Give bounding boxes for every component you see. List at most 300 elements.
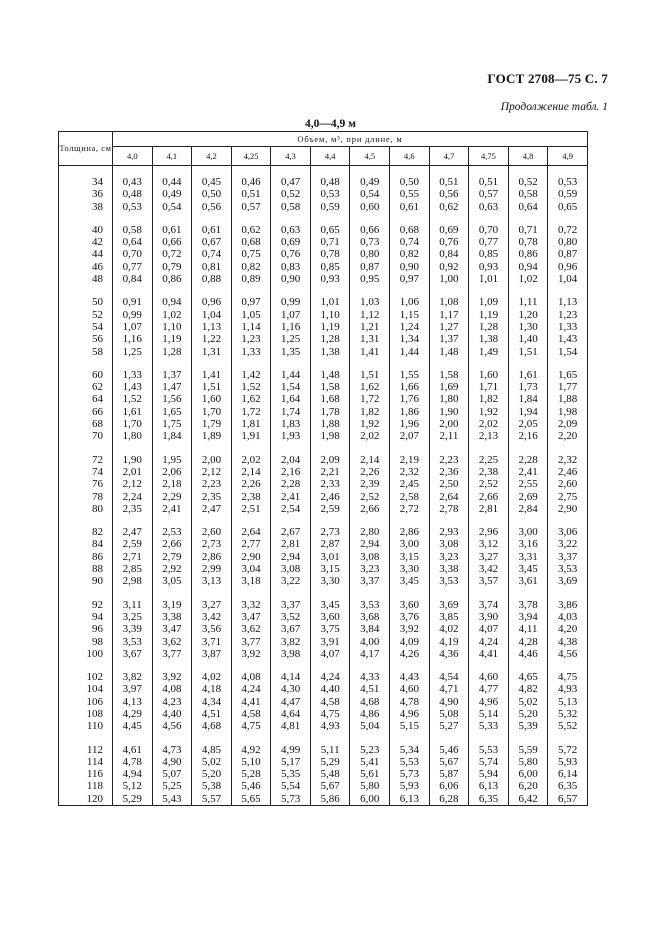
volume-cell: 2,26: [231, 478, 271, 490]
volume-cell: 2,96: [469, 515, 509, 538]
volume-cell: 1,13: [192, 321, 232, 333]
volume-cell: 0,53: [548, 166, 588, 189]
volume-cell: 5,14: [469, 708, 509, 720]
volume-cell: 5,93: [548, 756, 588, 768]
volume-cell: 4,45: [113, 720, 153, 732]
volume-cell: 1,70: [113, 418, 153, 430]
volume-cell: 1,65: [152, 406, 192, 418]
volume-cell: 4,23: [152, 696, 192, 708]
volume-cell: 1,71: [469, 381, 509, 393]
volume-cell: 3,45: [390, 575, 430, 587]
volume-cell: 3,61: [508, 575, 548, 587]
volume-cell: 2,12: [113, 478, 153, 490]
volume-cell: 5,73: [390, 768, 430, 780]
volume-cell: 3,85: [429, 611, 469, 623]
thickness-cell: 62: [59, 381, 113, 393]
volume-cell: 1,41: [350, 346, 390, 358]
volume-cell: 6,00: [508, 768, 548, 780]
volume-cell: 0,65: [310, 213, 350, 236]
volume-cell: 1,68: [310, 393, 350, 405]
volume-cell: 0,74: [390, 236, 430, 248]
volume-cell: 3,30: [310, 575, 350, 587]
volume-cell: 3,52: [271, 611, 311, 623]
volume-cell: 4,14: [271, 660, 311, 683]
volume-cell: 2,14: [350, 443, 390, 466]
length-header-cell: 4,7: [429, 147, 469, 166]
thickness-cell: 74: [59, 466, 113, 478]
volume-cell: 0,62: [429, 201, 469, 213]
volume-cell: 0,72: [548, 213, 588, 236]
volume-cell: 2,29: [152, 491, 192, 503]
volume-cell: 1,80: [429, 393, 469, 405]
volume-cell: 4,34: [192, 696, 232, 708]
volume-cell: 3,32: [231, 588, 271, 611]
volume-cell: 2,32: [390, 466, 430, 478]
volume-cell: 0,70: [469, 213, 509, 236]
table-row: [59, 636, 588, 648]
thickness-cell: 90: [59, 575, 113, 587]
volume-cell: 2,21: [310, 466, 350, 478]
volume-cell: 0,79: [152, 261, 192, 273]
volume-cell: 2,77: [231, 538, 271, 550]
volume-cell: 0,77: [113, 261, 153, 273]
table-row: [59, 346, 588, 358]
volume-cell: 4,00: [350, 636, 390, 648]
volume-cell: 5,86: [310, 793, 350, 806]
volume-cell: 6,35: [469, 793, 509, 806]
volume-cell: 5,59: [508, 733, 548, 756]
volume-cell: 2,41: [508, 466, 548, 478]
volume-cell: 1,19: [310, 321, 350, 333]
volume-cell: 1,62: [350, 381, 390, 393]
volume-cell: 2,32: [548, 443, 588, 466]
volume-cell: 4,75: [231, 720, 271, 732]
volume-cell: 5,20: [508, 708, 548, 720]
volume-cell: 1,25: [271, 333, 311, 345]
volume-cell: 1,09: [469, 285, 509, 308]
volume-cell: 2,28: [271, 478, 311, 490]
table-row: [59, 683, 588, 695]
volume-cell: 5,39: [508, 720, 548, 732]
volume-cell: 4,07: [469, 623, 509, 635]
volume-cell: 2,25: [469, 443, 509, 466]
volume-cell: 3,38: [152, 611, 192, 623]
table-row: [59, 756, 588, 768]
table-row: [59, 611, 588, 623]
volume-cell: 5,08: [429, 708, 469, 720]
volume-cell: 4,96: [469, 696, 509, 708]
volume-cell: 5,74: [469, 756, 509, 768]
volume-cell: 0,82: [231, 261, 271, 273]
volume-cell: 4,40: [152, 708, 192, 720]
volume-cell: 1,94: [508, 406, 548, 418]
table-row: [59, 285, 588, 308]
table-row: [59, 248, 588, 260]
volume-cell: 4,03: [548, 611, 588, 623]
volume-cell: 5,28: [231, 768, 271, 780]
volume-cell: 3,05: [152, 575, 192, 587]
volume-cell: 1,02: [508, 273, 548, 285]
volume-cell: 3,90: [469, 611, 509, 623]
table-row: [59, 720, 588, 732]
volume-cell: 1,07: [271, 309, 311, 321]
volume-cell: 0,66: [350, 213, 390, 236]
volume-cell: 2,11: [429, 430, 469, 442]
volume-cell: 2,71: [113, 551, 153, 563]
volume-cell: 4,60: [469, 660, 509, 683]
volume-cell: 0,70: [113, 248, 153, 260]
volume-cell: 1,14: [231, 321, 271, 333]
volume-cell: 0,78: [508, 236, 548, 248]
volume-cell: 3,76: [390, 611, 430, 623]
volume-cell: 1,61: [113, 406, 153, 418]
volume-cell: 5,25: [152, 780, 192, 792]
volume-cell: 5,02: [508, 696, 548, 708]
volume-cell: 1,25: [113, 346, 153, 358]
volume-cell: 4,51: [350, 683, 390, 695]
volume-cell: 1,82: [469, 393, 509, 405]
volume-cell: 2,90: [548, 503, 588, 515]
volume-cell: 2,80: [350, 515, 390, 538]
volume-cell: 1,95: [152, 443, 192, 466]
volume-cell: 2,50: [429, 478, 469, 490]
thickness-cell: 104: [59, 683, 113, 695]
volume-cell: 2,51: [231, 503, 271, 515]
volume-cell: 1,92: [469, 406, 509, 418]
volume-cell: 3,22: [271, 575, 311, 587]
volume-cell: 2,81: [469, 503, 509, 515]
thickness-cell: 102: [59, 660, 113, 683]
volume-cell: 1,98: [548, 406, 588, 418]
volume-cell: 1,37: [152, 358, 192, 381]
volume-cell: 1,10: [152, 321, 192, 333]
volume-cell: 5,23: [350, 733, 390, 756]
volume-cell: 0,49: [350, 166, 390, 189]
volume-cell: 1,78: [310, 406, 350, 418]
volume-cell: 4,26: [390, 648, 430, 660]
volume-cell: 5,07: [152, 768, 192, 780]
volume-cell: 5,02: [192, 756, 232, 768]
volume-cell: 4,24: [469, 636, 509, 648]
volume-cell: 5,04: [350, 720, 390, 732]
thickness-header: Толщина, см: [59, 132, 113, 166]
volume-cell: 1,43: [113, 381, 153, 393]
volume-cell: 3,45: [310, 588, 350, 611]
table-body: [59, 166, 588, 806]
thickness-cell: 78: [59, 491, 113, 503]
volume-cell: 1,23: [548, 309, 588, 321]
volume-cell: 1,51: [350, 358, 390, 381]
volume-cell: 1,84: [152, 430, 192, 442]
volume-cell: 5,57: [192, 793, 232, 806]
volume-cell: 4,56: [548, 648, 588, 660]
volume-cell: 4,75: [548, 660, 588, 683]
volume-cell: 5,93: [390, 780, 430, 792]
volume-cell: 3,92: [231, 648, 271, 660]
volume-cell: 3,16: [508, 538, 548, 550]
volume-cell: 0,68: [231, 236, 271, 248]
volume-cell: 2,52: [469, 478, 509, 490]
thickness-cell: 106: [59, 696, 113, 708]
table-row: [59, 660, 588, 683]
volume-cell: 2,35: [113, 503, 153, 515]
volume-cell: 1,51: [192, 381, 232, 393]
volume-cell: 0,67: [192, 236, 232, 248]
thickness-cell: 64: [59, 393, 113, 405]
volume-cell: 4,86: [350, 708, 390, 720]
volume-cell: 3,67: [113, 648, 153, 660]
volume-cell: 1,41: [192, 358, 232, 381]
thickness-cell: 56: [59, 333, 113, 345]
volume-cell: 1,58: [310, 381, 350, 393]
table-row: [59, 321, 588, 333]
volume-cell: 1,58: [429, 358, 469, 381]
volume-cell: 0,93: [469, 261, 509, 273]
volume-cell: 0,76: [429, 236, 469, 248]
volume-cell: 2,47: [113, 515, 153, 538]
volume-cell: 0,45: [192, 166, 232, 189]
volume-cell: 4,43: [390, 660, 430, 683]
volume-cell: 1,49: [469, 346, 509, 358]
volume-cell: 1,21: [350, 321, 390, 333]
length-header-cell: 4,4: [310, 147, 350, 166]
length-range-caption: 4,0—4,9 м: [305, 118, 356, 130]
volume-cell: 3,74: [469, 588, 509, 611]
volume-cell: 4,18: [192, 683, 232, 695]
volume-cell: 1,15: [390, 309, 430, 321]
volume-cell: 2,58: [390, 491, 430, 503]
volume-cell: 0,55: [390, 188, 430, 200]
volume-cell: 0,66: [152, 236, 192, 248]
volume-cell: 0,63: [469, 201, 509, 213]
volume-cell: 5,94: [469, 768, 509, 780]
volume-cell: 3,82: [113, 660, 153, 683]
volume-cell: 1,98: [310, 430, 350, 442]
volume-cell: 3,53: [548, 563, 588, 575]
volume-cell: 3,77: [152, 648, 192, 660]
volume-cell: 1,01: [469, 273, 509, 285]
volume-cell: 5,34: [390, 733, 430, 756]
volume-cell: 0,54: [350, 188, 390, 200]
thickness-cell: 76: [59, 478, 113, 490]
volume-cell: 1,19: [152, 333, 192, 345]
table-row: [59, 236, 588, 248]
thickness-cell: 68: [59, 418, 113, 430]
volume-cell: 3,53: [429, 575, 469, 587]
volume-cell: 1,47: [152, 381, 192, 393]
length-header-cell: 4,3: [271, 147, 311, 166]
volume-cell: 5,12: [113, 780, 153, 792]
volume-cell: 3,37: [271, 588, 311, 611]
volume-cell: 2,06: [152, 466, 192, 478]
volume-cell: 4,30: [271, 683, 311, 695]
volume-cell: 3,31: [508, 551, 548, 563]
volume-cell: 1,33: [113, 358, 153, 381]
volume-cell: 4,58: [310, 696, 350, 708]
volume-cell: 0,84: [429, 248, 469, 260]
volume-cell: 4,94: [113, 768, 153, 780]
volume-cell: 3,68: [350, 611, 390, 623]
volume-cell: 2,93: [429, 515, 469, 538]
volume-cell: 3,15: [390, 551, 430, 563]
volume-cell: 0,53: [113, 201, 153, 213]
volume-cell: 2,99: [192, 563, 232, 575]
volume-cell: 1,76: [390, 393, 430, 405]
volume-header: Объем, м³, при длине, м: [113, 132, 588, 147]
volume-cell: 0,48: [113, 188, 153, 200]
length-header-cell: 4,6: [390, 147, 430, 166]
volume-cell: 3,08: [350, 551, 390, 563]
volume-cell: 3,84: [350, 623, 390, 635]
volume-cell: 0,91: [113, 285, 153, 308]
volume-cell: 4,20: [548, 623, 588, 635]
volume-cell: 1,10: [310, 309, 350, 321]
volume-cell: 2,86: [390, 515, 430, 538]
volume-cell: 3,53: [113, 636, 153, 648]
volume-cell: 4,61: [113, 733, 153, 756]
volume-cell: 4,24: [310, 660, 350, 683]
volume-cell: 0,58: [271, 201, 311, 213]
volume-cell: 4,38: [548, 636, 588, 648]
volume-cell: 1,91: [231, 430, 271, 442]
volume-cell: 1,20: [508, 309, 548, 321]
volume-cell: 1,82: [350, 406, 390, 418]
volume-cell: 1,70: [192, 406, 232, 418]
volume-cell: 0,43: [113, 166, 153, 189]
volume-cell: 1,30: [508, 321, 548, 333]
table-continuation-note: Продолжение табл. 1: [500, 101, 608, 113]
volume-cell: 0,50: [390, 166, 430, 189]
volume-cell: 0,75: [231, 248, 271, 260]
volume-cell: 5,46: [231, 780, 271, 792]
volume-cell: 3,08: [429, 538, 469, 550]
volume-cell: 3,78: [508, 588, 548, 611]
volume-cell: 0,56: [429, 188, 469, 200]
volume-cell: 3,82: [271, 636, 311, 648]
volume-cell: 2,94: [271, 551, 311, 563]
volume-cell: 0,71: [310, 236, 350, 248]
volume-cell: 3,92: [390, 623, 430, 635]
thickness-cell: 36: [59, 188, 113, 200]
volume-cell: 1,43: [548, 333, 588, 345]
volume-cell: 1,73: [508, 381, 548, 393]
volume-cell: 0,65: [548, 201, 588, 213]
volume-cell: 1,51: [508, 346, 548, 358]
volume-cell: 4,19: [429, 636, 469, 648]
volume-cell: 2,79: [152, 551, 192, 563]
volume-cell: 1,48: [310, 358, 350, 381]
table-row: [59, 780, 588, 792]
volume-cell: 0,59: [310, 201, 350, 213]
thickness-cell: 86: [59, 551, 113, 563]
volume-cell: 1,92: [350, 418, 390, 430]
volume-cell: 2,26: [350, 466, 390, 478]
volume-cell: 1,19: [469, 309, 509, 321]
volume-cell: 6,14: [548, 768, 588, 780]
volume-cell: 1,24: [390, 321, 430, 333]
volume-cell: 2,94: [350, 538, 390, 550]
volume-cell: 3,25: [113, 611, 153, 623]
volume-cell: 5,53: [469, 733, 509, 756]
volume-cell: 0,88: [192, 273, 232, 285]
volume-cell: 6,00: [350, 793, 390, 806]
table-row: [59, 648, 588, 660]
volume-cell: 3,53: [350, 588, 390, 611]
volume-cell: 1,44: [271, 358, 311, 381]
volume-cell: 5,80: [350, 780, 390, 792]
volume-cell: 3,00: [390, 538, 430, 550]
volume-cell: 2,04: [271, 443, 311, 466]
volume-cell: 1,16: [271, 321, 311, 333]
volume-cell: 4,68: [350, 696, 390, 708]
volume-cell: 2,46: [310, 491, 350, 503]
volume-cell: 3,62: [231, 623, 271, 635]
volume-cell: 4,33: [350, 660, 390, 683]
volume-cell: 3,77: [231, 636, 271, 648]
volume-cell: 1,38: [310, 346, 350, 358]
volume-cell: 0,85: [469, 248, 509, 260]
volume-cell: 1,13: [548, 285, 588, 308]
volume-cell: 4,36: [429, 648, 469, 660]
volume-cell: 4,93: [548, 683, 588, 695]
thickness-cell: 120: [59, 793, 113, 806]
volume-cell: 1,03: [350, 285, 390, 308]
volume-cell: 2,59: [310, 503, 350, 515]
volume-cell: 2,35: [192, 491, 232, 503]
length-header-cell: 4,75: [469, 147, 509, 166]
volume-cell: 2,60: [548, 478, 588, 490]
volume-cell: 4,02: [192, 660, 232, 683]
volume-cell: 5,67: [310, 780, 350, 792]
thickness-cell: 44: [59, 248, 113, 260]
volume-cell: 1,52: [113, 393, 153, 405]
volume-cell: 1,44: [390, 346, 430, 358]
volume-cell: 2,19: [390, 443, 430, 466]
volume-cell: 1,56: [152, 393, 192, 405]
volume-cell: 2,98: [113, 575, 153, 587]
thickness-cell: 42: [59, 236, 113, 248]
volume-cell: 3,91: [310, 636, 350, 648]
volume-cell: 0,86: [152, 273, 192, 285]
volume-cell: 1,04: [192, 309, 232, 321]
volume-cell: 2,66: [469, 491, 509, 503]
volume-cell: 5,11: [310, 733, 350, 756]
thickness-cell: 52: [59, 309, 113, 321]
volume-cell: 0,51: [469, 166, 509, 189]
volume-cell: 0,61: [192, 213, 232, 236]
volume-cell: 1,83: [271, 418, 311, 430]
volume-cell: 4,68: [192, 720, 232, 732]
volume-cell: 6,06: [429, 780, 469, 792]
volume-cell: 4,78: [113, 756, 153, 768]
volume-cell: 2,84: [508, 503, 548, 515]
volume-cell: 3,75: [310, 623, 350, 635]
volume-cell: 5,52: [548, 720, 588, 732]
volume-cell: 1,81: [231, 418, 271, 430]
volume-cell: 0,92: [429, 261, 469, 273]
volume-cell: 4,41: [469, 648, 509, 660]
volume-cell: 5,48: [310, 768, 350, 780]
volume-cell: 0,99: [271, 285, 311, 308]
volume-cell: 3,60: [390, 588, 430, 611]
volume-cell: 1,52: [231, 381, 271, 393]
volume-cell: 3,86: [548, 588, 588, 611]
volume-cell: 4,54: [429, 660, 469, 683]
volume-cell: 1,07: [113, 321, 153, 333]
volume-cell: 3,11: [113, 588, 153, 611]
volume-cell: 2,64: [231, 515, 271, 538]
volume-cell: 3,18: [231, 575, 271, 587]
